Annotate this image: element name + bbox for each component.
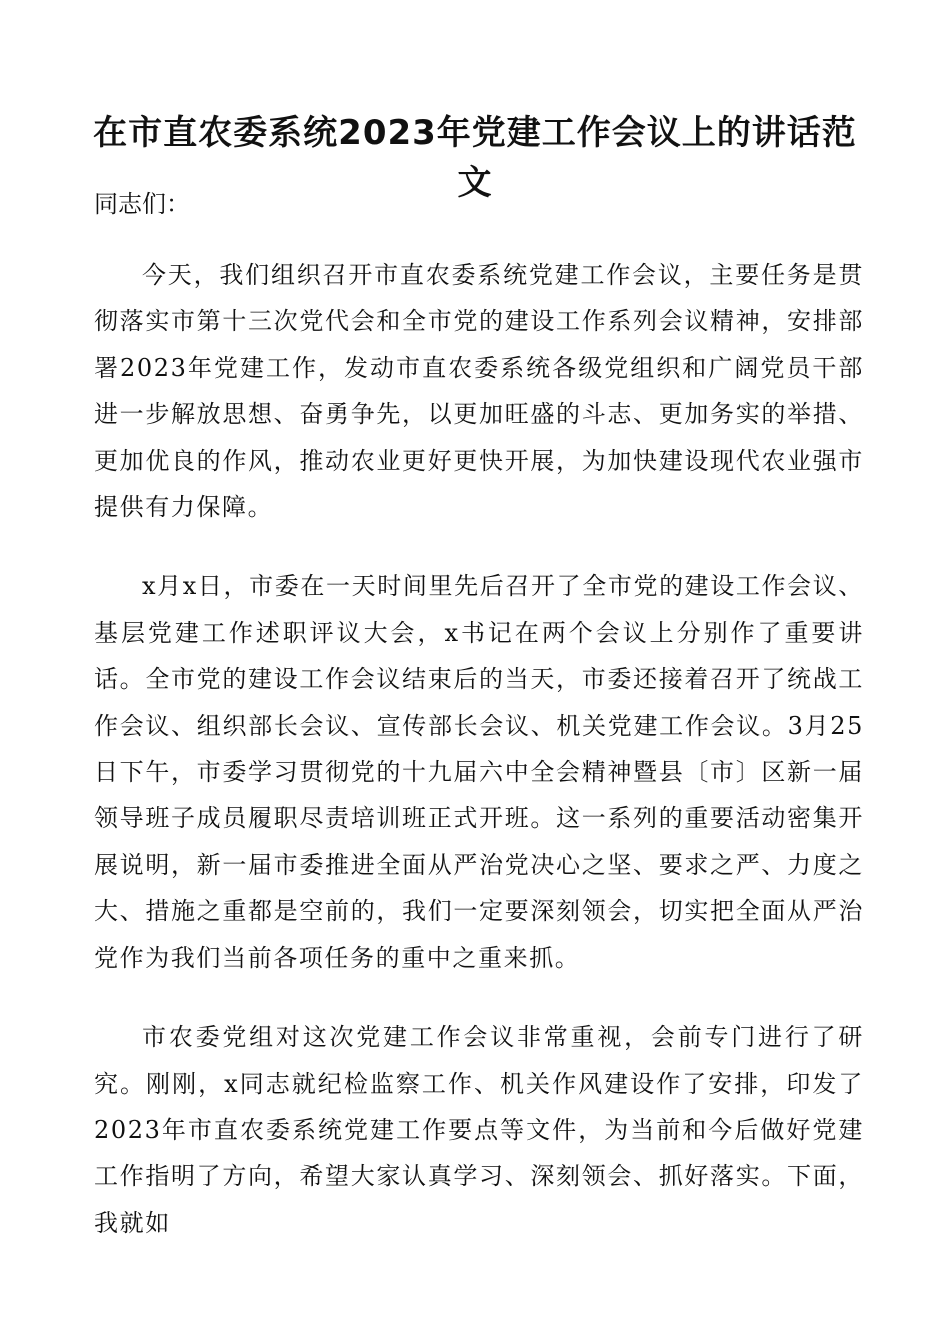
paragraph-2: x月x日，市委在一天时间里先后召开了全市党的建设工作会议、基层党建工作述职评议大会，x书记在两个会议上分别作了重要讲话。全市党的建设工作会议结束后的当天，市委还接着召开了统战工作会议、组织部长会议、宣传部长会议、机关党建工作会议。3月25日下午，市委学习贯彻党的十九届六中全会精神暨县〔市〕区新一届领导班子成员履职尽责培训班正式开班。这一系列的重要活动密集开展说明，新一届市委推进全面从严治党决心之坚、要求之严、力度之大、措施之重都是空前的，我们一定要深刻领会，切实把全面从严治党作为我们当前各项任务的重中之重来抓。 [94, 572, 864, 972]
paragraph-1: 今天，我们组织召开市直农委系统党建工作会议，主要任务是贯彻落实市第十三次党代会和全市党的建设工作系列会议精神，安排部署2023年党建工作，发动市直农委系统各级党组织和广阔党员干部进一步解放思想、奋勇争先，以更加旺盛的斗志、更加务实的举措、更加优良的作风，推动农业更好更快开展，为加快建设现代农业强市提供有力保障。 [94, 261, 864, 522]
document-title: 在市直农委系统2023年党建工作会议上的讲话范文 [93, 113, 857, 203]
document-body [94, 252, 864, 1279]
salutation: 同志们： [94, 190, 190, 218]
paragraph-3: 市农委党组对这次党建工作会议非常重视，会前专门进行了研究。刚刚，x同志就纪检监察工作、机关作风建设作了安排，印发了2023年市直农委系统党建工作要点等文件，为当前和今后做好党建工作指明了方向，希望大家认真学习、深刻领会、抓好落实。下面，我就如 [94, 1023, 864, 1237]
